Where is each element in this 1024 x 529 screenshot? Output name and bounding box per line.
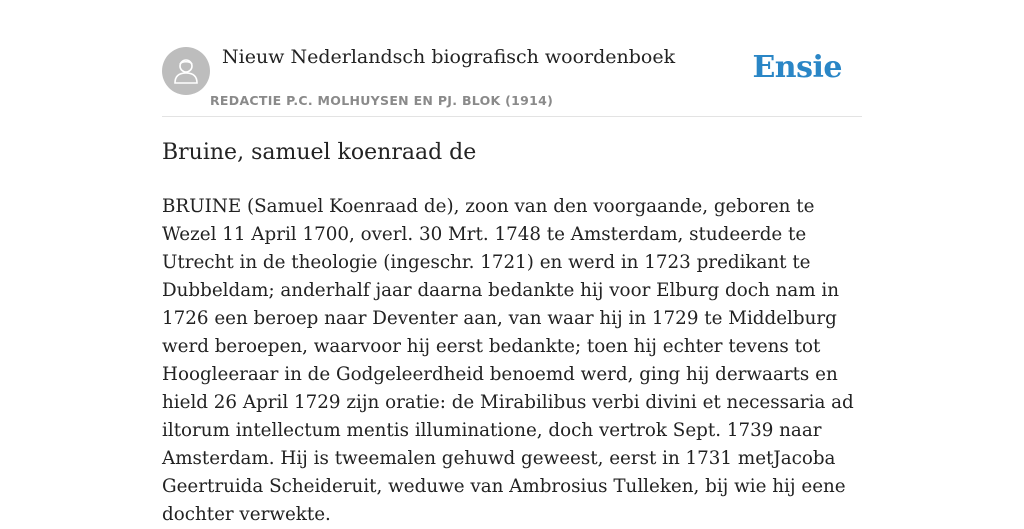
article-body: BRUINE (Samuel Koenraad de), zoon van den voorgaande, geboren te Wezel 11 April 1700, overl. 30 Mrt. 1748 te Amsterdam, studeerde te Utrecht in de theologie (ingeschr. 1721) en werd in 1723 predikant te Dubbeldam; anderhalf jaar daarna bedankte hij voor Elburg doch nam in 1726 een beroep naar Deventer aan, van waar hij in 1729 te Middelburg werd beroepen, waarvoor hij eerst bedankte; toen hij echter tevens tot Hoogleeraar in de Godgeleerdheid benoemd werd, ging hij derwaarts en hield 26 April 1729 zijn oratie: de Mirabilibus verbi divini et necessaria ad iltorum intellectum mentis illuminatione, doch vertrok Sept. 1739 naar Amsterdam. Hij is tweemalen gehuwd geweest, eerst in 1731 metJacoba Geertruida Scheideruit, weduwe van Ambrosius Tulleken, bij wie hij eene dochter verwekte.: [162, 196, 854, 525]
brand-logo[interactable]: Ensie: [752, 50, 842, 85]
header: [162, 0, 862, 117]
page: [162, 0, 862, 525]
lemma-title: Bruine, samuel koenraad de: [162, 140, 477, 165]
book-title[interactable]: Nieuw Nederlandsch biografisch woordenboek: [222, 46, 676, 68]
user-icon: [173, 57, 199, 85]
editors-credit: REDACTIE P.C. MOLHUYSEN EN PJ. BLOK (1914): [210, 93, 554, 108]
avatar: [162, 47, 210, 95]
